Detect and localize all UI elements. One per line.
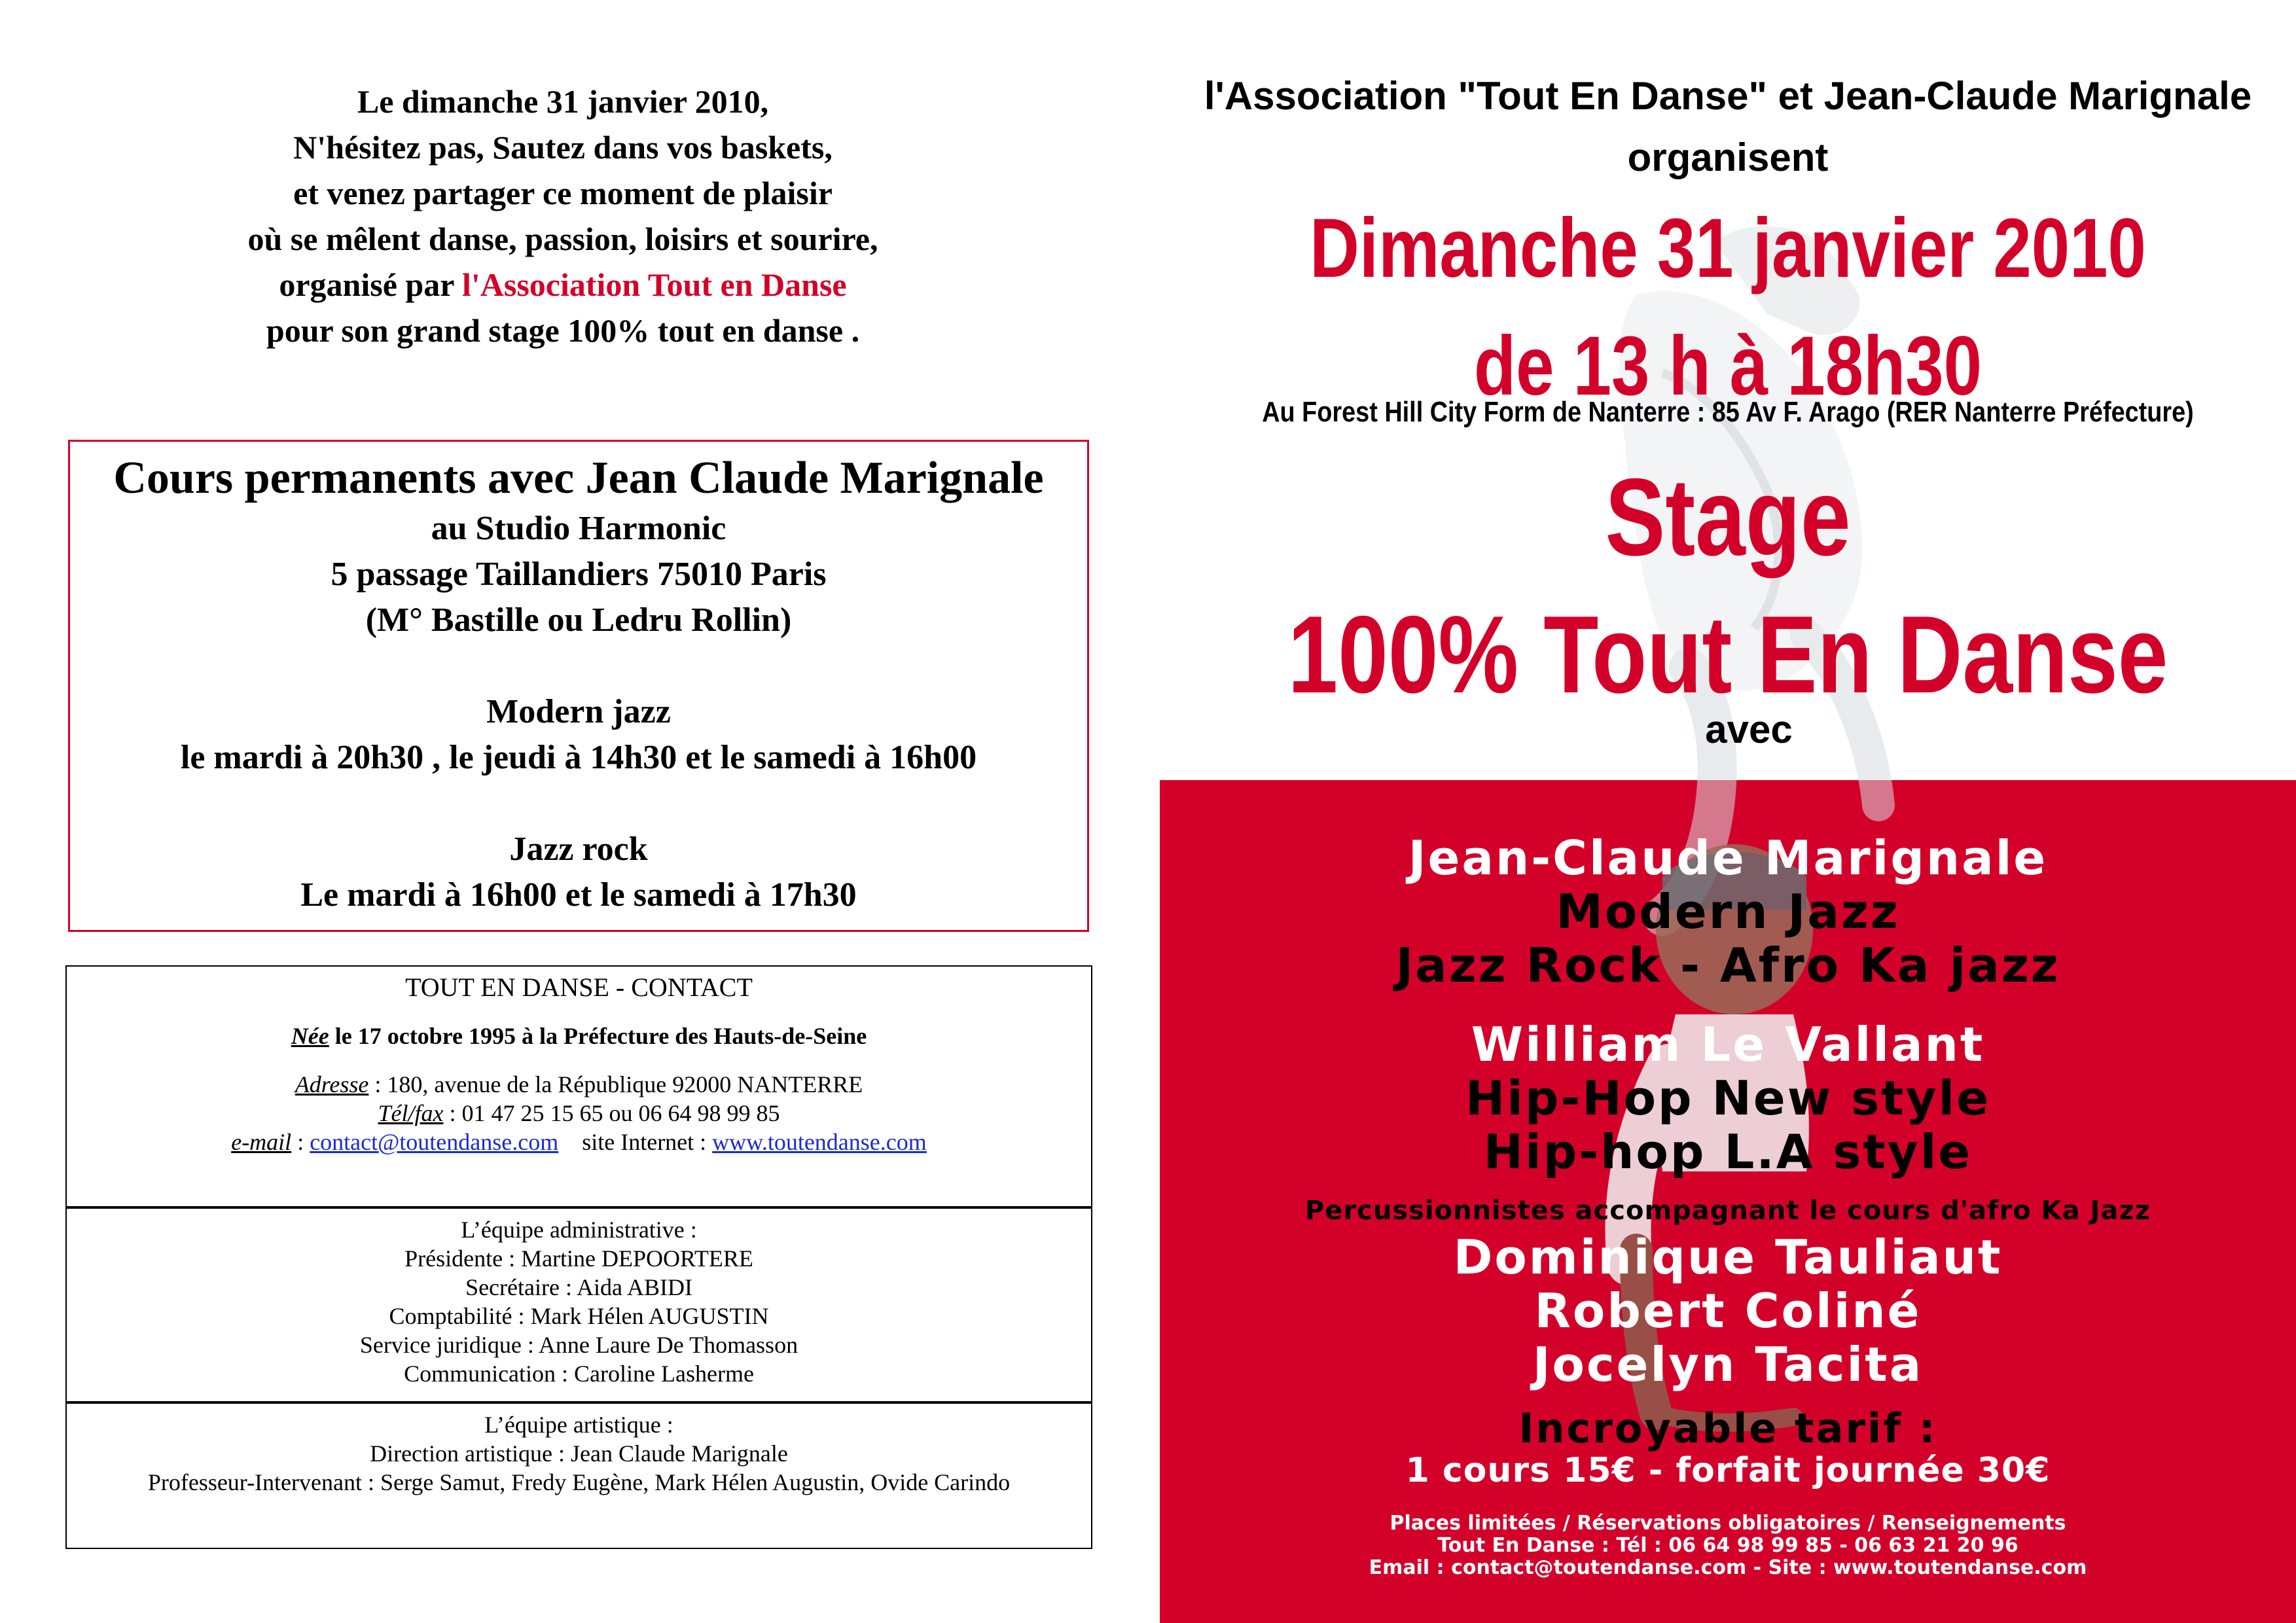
intro-paragraph	[72, 79, 1054, 353]
contact-box	[65, 965, 1092, 1207]
organise-word: organisent	[1627, 135, 1829, 179]
event-date-block	[1262, 190, 2194, 425]
admin-member: Secrétaire : Aida ABIDI	[465, 1274, 692, 1300]
email-line	[67, 1128, 1091, 1156]
intro-line: et venez partager ce moment de plaisir	[293, 175, 833, 211]
jazz-rock-times: Le mardi à 16h00 et le samedi à 17h30	[300, 876, 857, 914]
artistic-member: Professeur-Intervenant : Serge Samut, Fredy Eugène, Mark Hélen Augustin, Ovide Carindo	[147, 1469, 1011, 1495]
intro-line: Le dimanche 31 janvier 2010,	[357, 83, 769, 120]
address-line	[67, 1070, 1091, 1099]
phone-label: Tél/fax	[378, 1100, 444, 1126]
intro-line: où se mêlent danse, passion, loisirs et sourire,	[247, 221, 878, 257]
email-separator: :	[291, 1129, 310, 1155]
organisers-names: l'Association "Tout En Danse" et Jean-Claude Marignale	[1204, 74, 2252, 118]
percussionist-name: Robert Coliné	[1534, 1283, 1922, 1338]
avec-word: avec	[1705, 707, 1793, 751]
booking-phone: Tout En Danse : Tél : 06 64 98 99 85 - 06 63 21 20 96	[1437, 1534, 2018, 1557]
address-text: : 180, avenue de la République 92000 NANTERRE	[368, 1071, 863, 1097]
intro-line: N'hésitez pas, Sautez dans vos baskets,	[293, 129, 833, 166]
percussionist-name: Dominique Tauliaut	[1453, 1230, 2003, 1285]
website-link[interactable]: www.toutendanse.com	[712, 1129, 927, 1155]
phone-line	[67, 1099, 1091, 1128]
phone-text: : 01 47 25 15 65 ou 06 64 98 99 85	[443, 1100, 780, 1126]
teacher-name: Jean-Claude Marignale	[1408, 830, 2048, 885]
admin-member: Communication : Caroline Lasherme	[404, 1361, 754, 1387]
modern-jazz-times: le mardi à 20h30 , le jeudi à 14h30 et le samedi à 16h00	[180, 739, 977, 776]
modern-jazz-heading: Modern jazz	[486, 693, 671, 730]
founded-text: le 17 octobre 1995 à la Préfecture des Hauts-de-Seine	[329, 1023, 867, 1049]
site-label: site Internet :	[558, 1129, 713, 1155]
stage-title: 100% Tout En Danse	[1287, 593, 2168, 716]
price-heading: Incroyable tarif :	[1518, 1404, 1937, 1452]
event-date: Dimanche 31 janvier 2010	[1310, 202, 2146, 295]
courses-title: Cours permanents avec Jean Claude Marignale	[113, 453, 1044, 503]
teacher-style: Jazz Rock - Afro Ka jazz	[1395, 938, 2060, 993]
admin-member: Service juridique : Anne Laure De Thomasson	[359, 1332, 798, 1358]
stage-heading: Stage	[1605, 455, 1851, 579]
admin-team-box	[65, 1207, 1092, 1402]
association-name: l'Association Tout en Danse	[462, 266, 847, 303]
permanent-courses-box	[68, 440, 1089, 932]
artistic-team-box	[65, 1402, 1092, 1549]
founded-line	[67, 1022, 1091, 1050]
founded-label: Née	[291, 1023, 329, 1049]
percussion-heading: Percussionnistes accompagnant le cours d'afro Ka Jazz	[1304, 1196, 2151, 1226]
email-link[interactable]: contact@toutendanse.com	[310, 1129, 559, 1155]
artistic-heading: L’équipe artistique :	[484, 1412, 673, 1438]
admin-member: Présidente : Martine DEPOORTERE	[404, 1245, 753, 1272]
metro-info: (M° Bastille ou Ledru Rollin)	[365, 601, 792, 639]
intro-line	[72, 262, 1054, 308]
booking-contact: Email : contact@toutendanse.com - Site : www.toutendanse.com	[1369, 1556, 2087, 1579]
email-label: e-mail	[231, 1129, 292, 1155]
admin-member: Comptabilité : Mark Hélen AUGUSTIN	[389, 1303, 769, 1329]
studio-name: au Studio Harmonic	[431, 510, 726, 547]
price-details: 1 cours 15€ - forfait journée 30€	[1405, 1451, 2051, 1490]
jazz-rock-heading: Jazz rock	[509, 830, 648, 868]
admin-heading: L’équipe administrative :	[461, 1217, 697, 1243]
address-label: Adresse	[295, 1071, 369, 1097]
teacher-name: William Le Vallant	[1471, 1017, 1985, 1072]
teacher-style: Hip-Hop New style	[1465, 1071, 1991, 1126]
intro-line: pour son grand stage 100% tout en danse .	[266, 312, 860, 349]
intro-organiser-prefix: organisé par	[279, 266, 462, 303]
teacher-style: Modern Jazz	[1556, 884, 1900, 939]
event-hours: de 13 h à 18h30	[1474, 319, 1982, 413]
studio-address: 5 passage Taillandiers 75010 Paris	[331, 556, 827, 593]
organisers-block	[1160, 65, 2296, 188]
artistic-member: Direction artistique : Jean Claude Marignale	[370, 1440, 788, 1467]
percussionist-name: Jocelyn Tacita	[1532, 1337, 1924, 1392]
booking-info: Places limitées / Réservations obligatoires / Renseignements	[1390, 1512, 2066, 1535]
contact-heading: TOUT EN DANSE - CONTACT	[405, 972, 753, 1002]
event-location: Au Forest Hill City Form de Nanterre : 85 Av F. Arago (RER Nanterre Préfecture)	[1262, 396, 2194, 428]
teacher-style: Hip-hop L.A style	[1483, 1124, 1973, 1179]
